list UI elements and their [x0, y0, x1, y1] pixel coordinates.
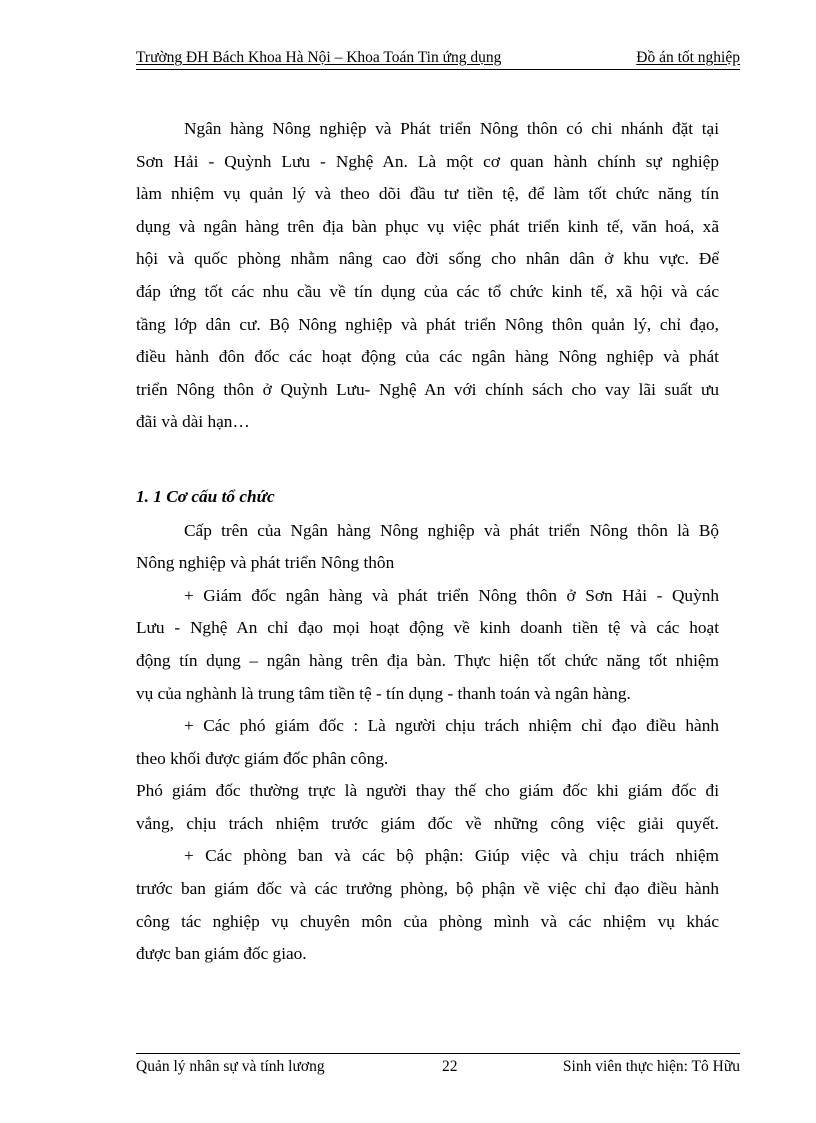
footer-author: Sinh viên thực hiện: Tô Hữu	[562, 1058, 740, 1075]
text-line: Ngân hàng Nông nghiệp và Phát triển Nông thôn có chi nhánh đặt tại	[184, 119, 719, 138]
header-rule	[136, 69, 740, 70]
text-line: + Các phó giám đốc : Là người chịu trách nhiệm chỉ đạo điều hành	[184, 716, 719, 736]
intro-paragraph	[136, 113, 719, 439]
paragraph-parent-org	[136, 515, 719, 580]
header-doc-type: Đồ án tốt nghiệp	[636, 49, 740, 66]
text-line: đáp ứng tốt các nhu cầu về tín dụng của các tổ chức kinh tế, xã hội và các	[136, 281, 719, 301]
text-line: vụ của nghành là trung tâm tiền tệ - tín dụng - thanh toán và ngân hàng.	[136, 683, 631, 703]
text-line: đãi và dài hạn…	[136, 412, 250, 432]
page-header	[136, 47, 740, 69]
text-line: điều hành đôn đốc các hoạt động của các ngân hàng Nông nghiệp và phát	[136, 347, 719, 367]
footer-topic: Quản lý nhân sự và tính lương	[136, 1058, 325, 1075]
paragraph-departments	[136, 840, 719, 970]
text-line: hội và quốc phòng nhằm nâng cao đời sống cho nhân dân ở khu vực. Để	[136, 249, 719, 269]
text-line: động tín dụng – ngân hàng trên địa bàn. Thực hiện tốt chức năng tốt nhiệm	[136, 650, 719, 670]
text-line: + Giám đốc ngân hàng và phát triển Nông thôn ở Sơn Hải - Quỳnh	[184, 585, 719, 605]
spacer	[136, 439, 719, 481]
text-line: dụng và ngân hàng trên địa bàn phục vụ việc phát triển kinh tế, văn hoá, xã	[136, 216, 719, 236]
text-line: triển Nông thôn ở Quỳnh Lưu- Nghệ An với chính sách cho vay lãi suất ưu	[136, 379, 719, 399]
page-footer	[136, 1053, 740, 1078]
text-line: làm nhiệm vụ quản lý và theo dõi đầu tư tiền tệ, để làm tốt chức năng tín	[136, 184, 719, 204]
paragraph-standing-deputy	[136, 775, 719, 840]
text-line: theo khối được giám đốc phân công.	[136, 748, 389, 768]
text-line: được ban giám đốc giao.	[136, 944, 307, 964]
text-line: Phó giám đốc thường trực là người thay thế cho giám đốc khi giám đốc đi	[136, 781, 719, 801]
paragraph-deputy-directors	[136, 710, 719, 775]
text-line: Nông nghiệp và phát triển Nông thôn	[136, 553, 395, 573]
text-line: + Các phòng ban và các bộ phận: Giúp việc và chịu trách nhiệm	[184, 846, 719, 866]
header-institution: Trường ĐH Bách Khoa Hà Nội – Khoa Toán Tin ứng dụng	[136, 49, 502, 66]
text-line: tầng lớp dân cư. Bộ Nông nghiệp và phát triển Nông thôn quản lý, chỉ đạo,	[136, 314, 719, 334]
section-heading: 1. 1 Cơ cấu tổ chức	[136, 486, 275, 506]
text-line: Cấp trên của Ngân hàng Nông nghiệp và phát triển Nông thôn là Bộ	[184, 520, 719, 540]
text-line: Sơn Hải - Quỳnh Lưu - Nghệ An. Là một cơ quan hành chính sự nghiệp	[136, 151, 719, 171]
page-number: 22	[442, 1058, 458, 1075]
paragraph-director	[136, 580, 719, 710]
text-line: Lưu - Nghệ An chỉ đạo mọi hoạt động về kinh doanh tiền tệ và các hoạt	[136, 618, 719, 638]
text-line: công tác nghiệp vụ chuyên môn của phòng mình và các nhiệm vụ khác	[136, 911, 719, 931]
page-body	[136, 113, 719, 971]
text-line: trước ban giám đốc và các trưởng phòng, bộ phận về việc chỉ đạo điều hành	[136, 879, 719, 899]
text-line: vắng, chịu trách nhiệm trước giám đốc về những công việc giải quyết.	[136, 813, 719, 833]
